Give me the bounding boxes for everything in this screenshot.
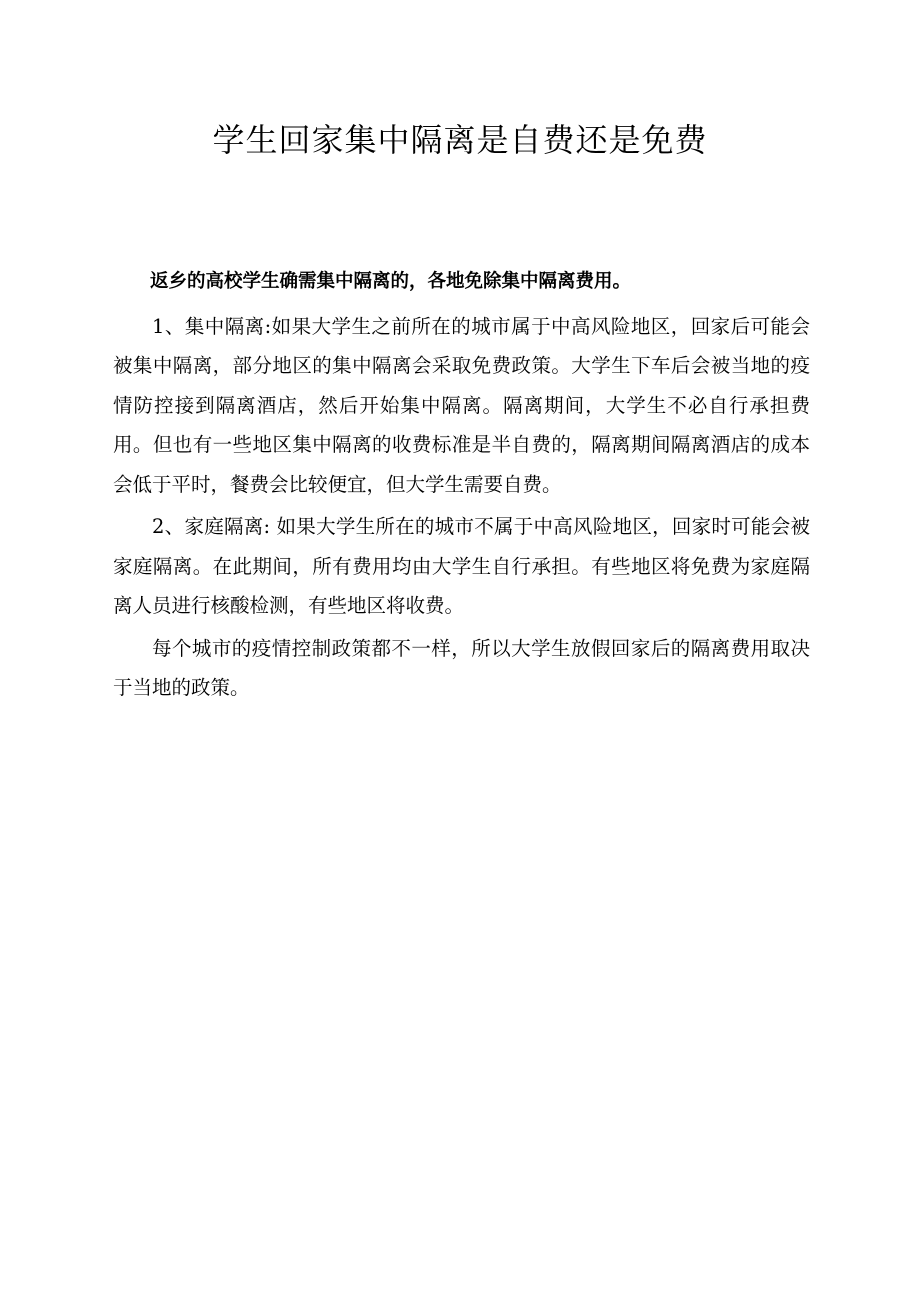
lead-paragraph: 返乡的高校学生确需集中隔离的，各地免除集中隔离费用。 — [150, 271, 632, 292]
document-title: 学生回家集中隔离是自费还是免费 — [212, 121, 708, 159]
paragraph-home-isolation: 2、家庭隔离: 如果大学生所在的城市不属于中高风险地区，回家时可能会被家庭隔离。在此期间，所有费用均由大学生自行承担。有些地区将免费为家庭隔离人员进行核酸检测，有些地区将收费。 — [113, 515, 810, 617]
paragraph-conclusion: 每个城市的疫情控制政策都不一样，所以大学生放假回家后的隔离费用取决于当地的政策。 — [113, 636, 810, 699]
document-body — [113, 262, 810, 708]
paragraph-centralized-isolation: 1、集中隔离:如果大学生之前所在的城市属于中高风险地区，回家后可能会被集中隔离，部分地区的集中隔离会采取免费政策。大学生下车后会被当地的疫情防控接到隔离酒店，然后开始集中隔离。隔离期间，大学生不必自行承担费用。但也有一些地区集中隔离的收费标准是半自费的，隔离期间隔离酒店的成本会低于平时，餐费会比较便宜，但大学生需要自费。 — [113, 314, 810, 496]
